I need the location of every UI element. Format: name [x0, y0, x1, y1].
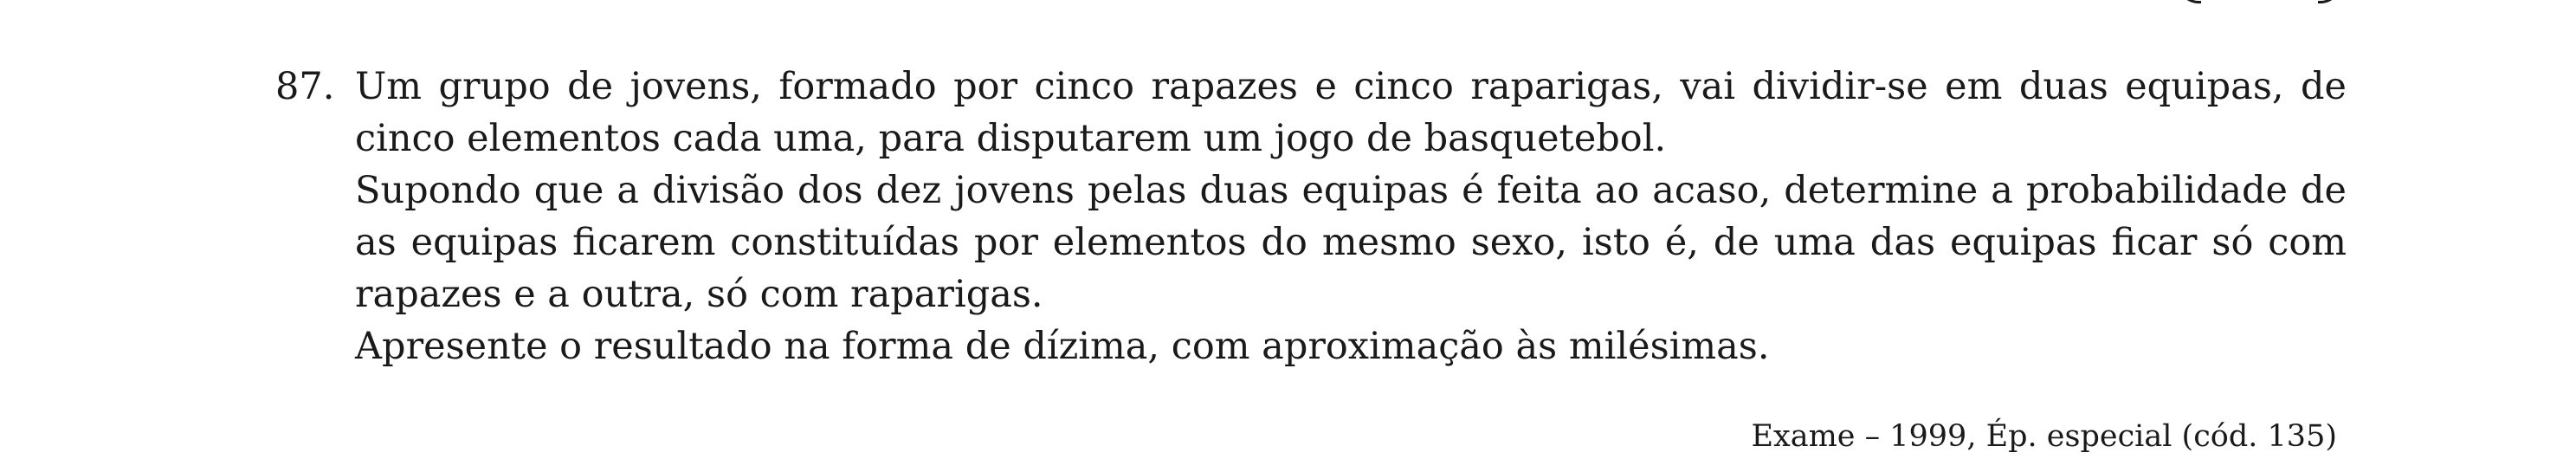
problem-paragraph-instruction: Apresente o resultado na forma de dízima, com aproximação às milésimas.: [355, 325, 1770, 368]
cropped-previous-source-fragment: [2169, 0, 2342, 10]
problem-number: 87.: [275, 65, 335, 108]
cropped-parenthesis-right: [2318, 0, 2341, 3]
problem-body: [355, 61, 2347, 372]
problem-paragraph-statement: Um grupo de jovens, formado por cinco rapazes e cinco raparigas, vai dividir-se em duas equipas, de cinco elementos cada uma, para disputarem um jogo de basquetebol.: [355, 65, 2347, 160]
exam-source-citation: Exame – 1999, Ép. especial (cód. 135): [1751, 419, 2337, 454]
cropped-parenthesis-left: [2178, 0, 2201, 3]
problem-paragraph-question: Supondo que a divisão dos dez jovens pelas duas equipas é feita ao acaso, determine a probabilidade de as equipas ficarem constituídas por elementos do mesmo sexo, isto é, de uma das equipas ficar só com rapazes e a outra, só com raparigas.: [355, 169, 2347, 316]
